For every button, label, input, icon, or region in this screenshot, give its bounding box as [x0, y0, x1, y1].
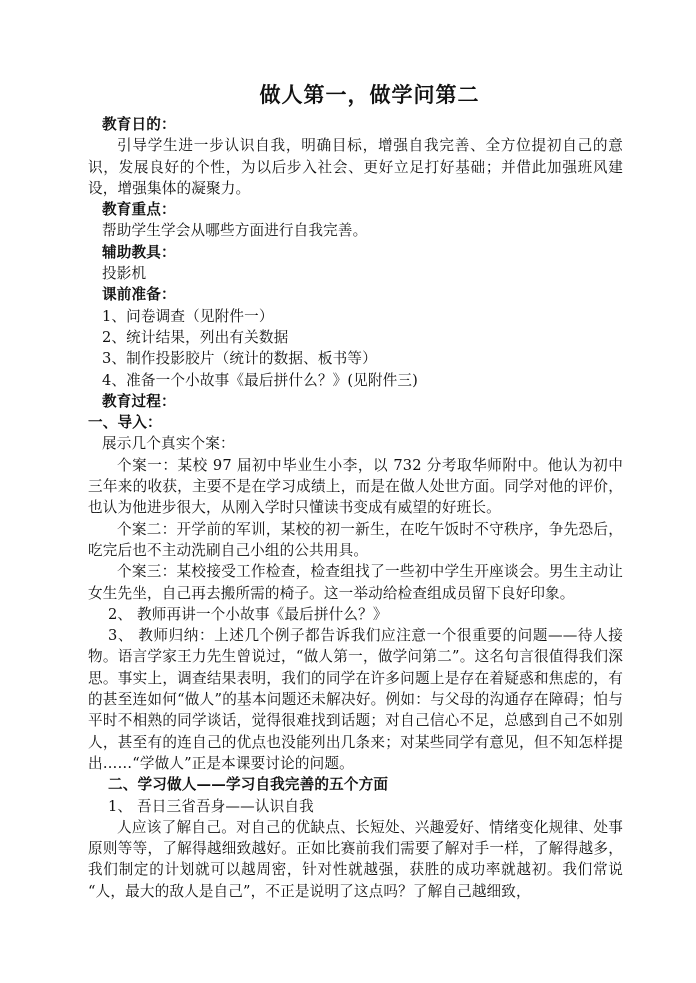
document-page: [88, 78, 623, 902]
prep-item-4: 4、准备一个小故事《最后拼什么？》(见附件三): [102, 371, 418, 389]
edu-focus-label: 教育重点：: [102, 201, 176, 219]
sub-1-body: 人应该了解自己。对自己的优缺点、长短处、兴趣爱好、情绪变化规律、处事原则等等，了解得越细致越好。正如比赛前我们需要了解对手一样，了解得越多，我们制定的计划就可以越周密，针对性就越强，获胜的成功率就越初。我们常说 “人，最大的敌人是自己”，不正是说明了这点吗？了解自己越细致，: [88, 818, 623, 900]
case-paragraph-2: 个案二：开学前的军训，某校的初一新生，在吃午饭时不守秩序，争先恐后，吃完后也不主动洗刷自己小组的公共用具。: [88, 520, 623, 559]
aids-label: 辅助教具：: [102, 243, 176, 261]
prep-item-3: 3、制作投影胶片（统计的数据、板书等）: [102, 350, 377, 368]
prep-item-2: 2、统计结果，列出有关数据: [102, 328, 289, 346]
process-label: 教育过程：: [102, 392, 176, 410]
prep-label: 课前准备：: [102, 286, 176, 304]
aids-body: 投影机: [102, 265, 147, 283]
edu-goal-label: 教育日的：: [102, 116, 176, 133]
prep-item-1: 1、问卷调查（见附件一）: [102, 307, 274, 325]
step-2: 2、 教师再讲一个小故事《最后拼什么？》: [108, 605, 388, 623]
document-title: 做人第一，做学问第二: [259, 83, 480, 107]
step-3: 3、 教师归纳：上述几个例子都告诉我们应注意一个很重要的问题——待人接物。语言学家王力先生曾说过，“做人第一，做学问第二”。这名句言很值得我们深思。事实上，调查结果表明，我们的同学在许多问题上是存在着疑惑和焦虑的，有的甚至连如何“做人”的基本问题还未解决好。例如：与父母的沟通存在障碍；怕与平时不相熟的同学谈话，觉得很难找到话题；对自己信心不足，总感到自己不如别人，甚至有的连自己的优点也没能列出几条来；对某些同学有意见，但不知怎样提出……“学做人”正是本课要讨论的问题。: [88, 627, 623, 772]
case-paragraph-1: 个案一：某校 97 届初中毕业生小李，以 732 分考取华师附中。他认为初中三年来的收获，主要不是在学习成绩上，而是在做人处世方面。同学对他的评价，也认为他进步很大，从刚入学时只懂读书变成有威望的好班长。: [88, 456, 623, 517]
section-heading-2: 二、学习做人——学习自我完善的五个方面: [108, 776, 389, 794]
edu-goal-body: 引导学生进一步认识自我，明确目标，增强自我完善、全方位提初自己的意识，发展良好的个性，为以后步入社会、更好立足打好基础；并借此加强班风建设，增强集体的凝聚力。: [88, 137, 623, 197]
cases-intro: 展示几个真实个案：: [102, 435, 235, 453]
edu-focus-body: 帮助学生学会从哪些方面进行自我完善。: [102, 222, 368, 240]
case-paragraph-3: 个案三：某校接受工作检查，检查组找了一些初中学生开座谈会。男生主动让女生先坐，自己再去搬所需的椅子。这一举动给检查组成员留下良好印象。: [88, 563, 623, 602]
sub-heading-1: 1、 吾日三省吾身——认识自我: [108, 797, 314, 815]
section-heading-1: 一、导入：: [88, 414, 162, 432]
